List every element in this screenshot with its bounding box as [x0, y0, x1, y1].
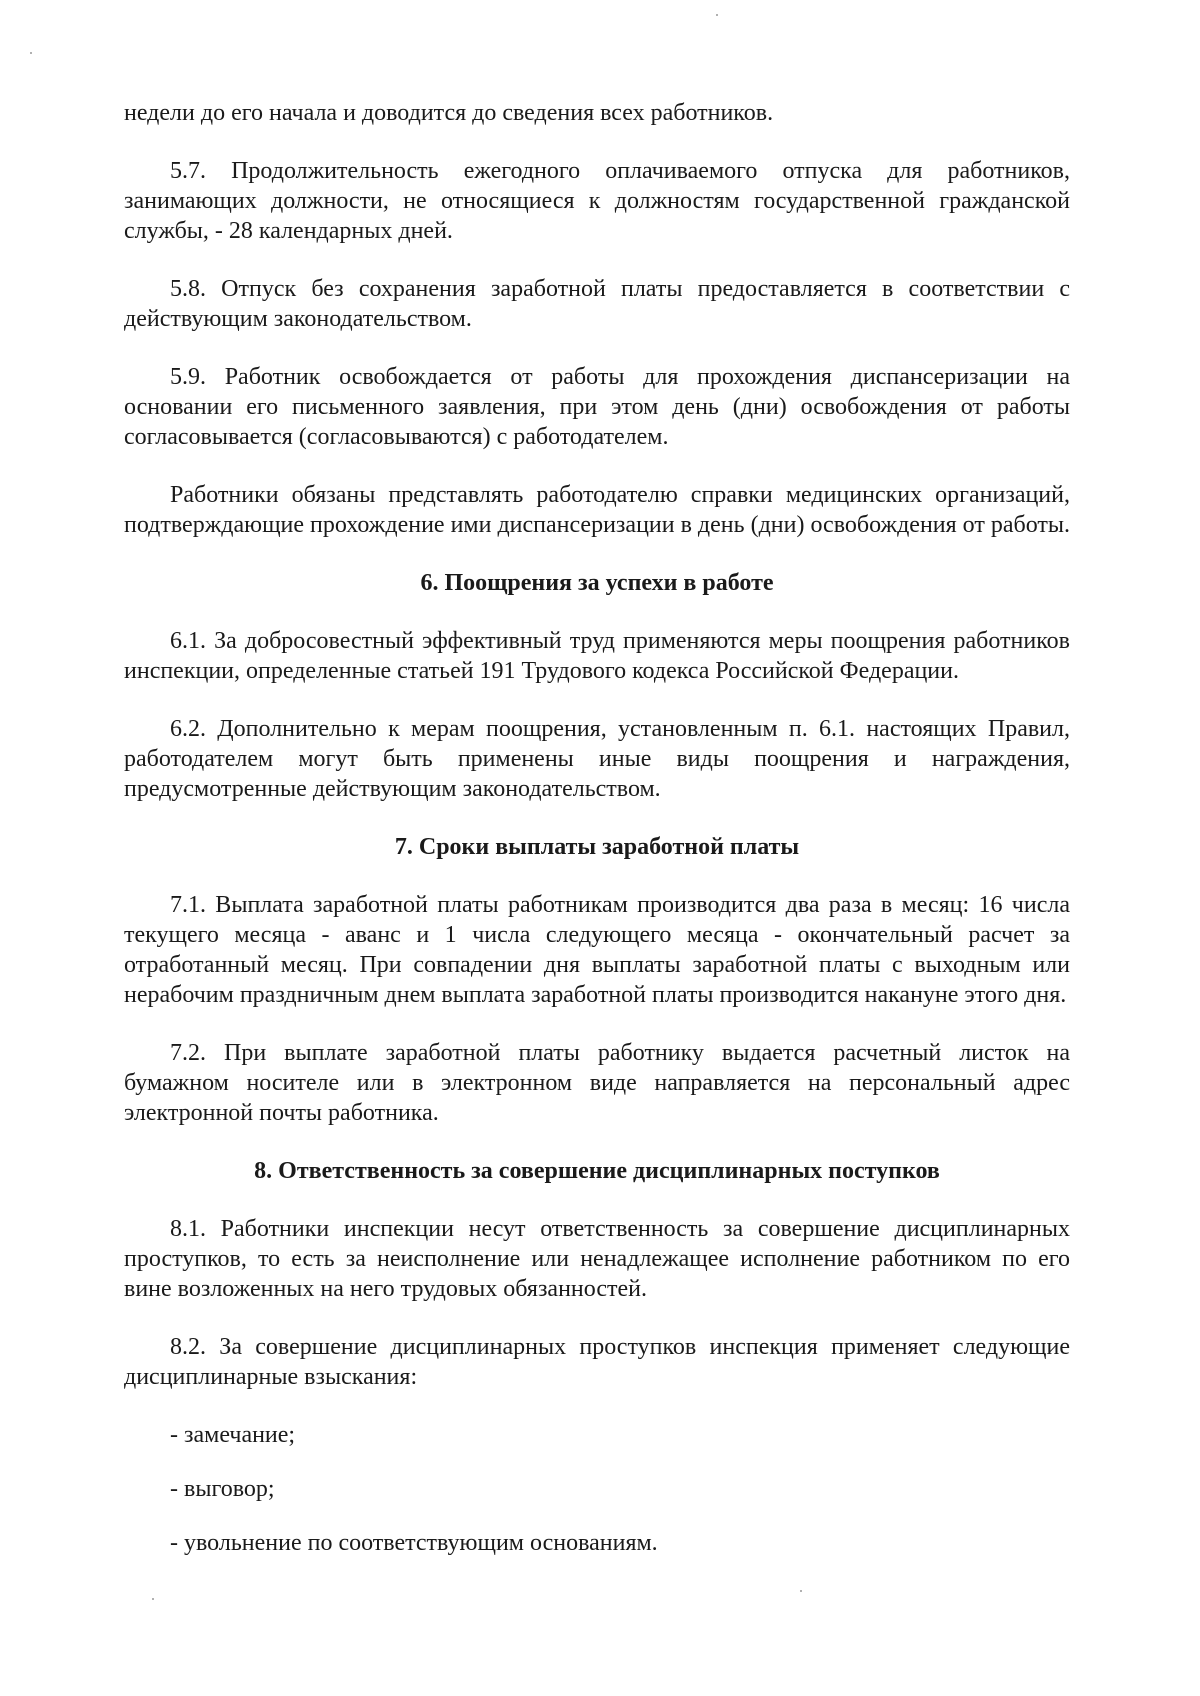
- scan-speck: [30, 52, 32, 54]
- list-item-dismissal: - увольнение по соответствующим основаниям.: [170, 1530, 658, 1556]
- paragraph-6-2: 6.2. Дополнительно к мерам поощрения, установленным п. 6.1. настоящих Правил, работодателем могут быть применены иные виды поощрения и награждения, предусмотренные действующим законодательством.: [124, 716, 1070, 802]
- scan-speck: [716, 14, 718, 16]
- paragraph-5-9-continued: Работники обязаны представлять работодателю справки медицинских организаций, подтверждающие прохождение ими диспансеризации в день (дни) освобождения от работы.: [124, 482, 1070, 538]
- scan-speck: [152, 1598, 154, 1600]
- paragraph-5-8: 5.8. Отпуск без сохранения заработной платы предоставляется в соответствии с действующим законодательством.: [124, 276, 1070, 332]
- scan-speck: [800, 1590, 802, 1592]
- paragraph-8-1: 8.1. Работники инспекции несут ответственность за совершение дисциплинарных проступков, то есть за неисполнение или ненадлежащее исполнение работником по его вине возложенных на него трудовых обязанностей.: [124, 1216, 1070, 1302]
- paragraph-5-7: 5.7. Продолжительность ежегодного оплачиваемого отпуска для работников, занимающих должности, не относящиеся к должностям государственной гражданской службы, - 28 календарных дней.: [124, 158, 1070, 244]
- paragraph-continuation: недели до его начала и доводится до сведения всех работников.: [124, 100, 774, 126]
- paragraph-8-2: 8.2. За совершение дисциплинарных проступков инспекция применяет следующие дисциплинарные взыскания:: [124, 1334, 1070, 1390]
- document-body: [124, 98, 1070, 1582]
- paragraph-6-1: 6.1. За добросовестный эффективный труд применяются меры поощрения работников инспекции, определенные статьей 191 Трудового кодекса Российской Федерации.: [124, 628, 1070, 684]
- list-item-reprimand-remark: - замечание;: [170, 1422, 296, 1448]
- paragraph-7-2: 7.2. При выплате заработной платы работнику выдается расчетный листок на бумажном носителе или в электронном виде направляется на персональный адрес электронной почты работника.: [124, 1040, 1070, 1126]
- section-heading-8: 8. Ответственность за совершение дисциплинарных поступков: [254, 1158, 940, 1184]
- section-heading-7: 7. Сроки выплаты заработной платы: [394, 834, 800, 860]
- paragraph-7-1: 7.1. Выплата заработной платы работникам производится два раза в месяц: 16 числа текущего месяца - аванс и 1 числа следующего месяца - окончательный расчет за отработанный месяц. При совпадении дня выплаты заработной платы с выходным или нерабочим праздничным днем выплата заработной платы производится накануне этого дня.: [124, 892, 1070, 1008]
- paragraph-5-9: 5.9. Работник освобождается от работы для прохождения диспансеризации на основании его письменного заявления, при этом день (дни) освобождения от работы согласовывается (согласовываются) с работодателем.: [124, 364, 1070, 450]
- section-heading-6: 6. Поощрения за успехи в работе: [420, 570, 774, 596]
- list-item-reprimand: - выговор;: [170, 1476, 275, 1502]
